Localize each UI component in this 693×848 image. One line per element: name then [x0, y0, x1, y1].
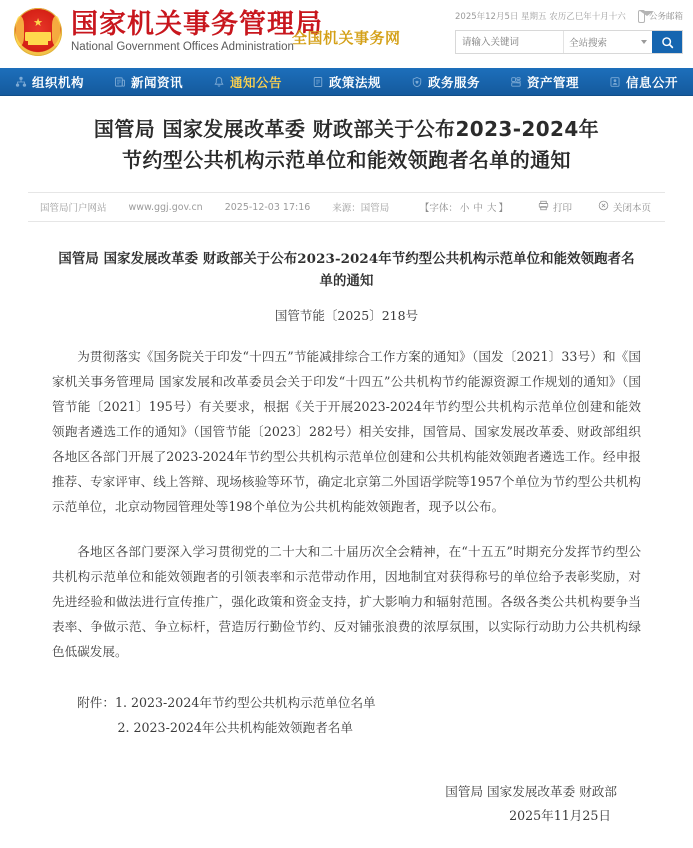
attachments-section: [52, 690, 641, 740]
document-body: [28, 222, 665, 848]
search-icon: [661, 36, 674, 49]
print-label: 打印: [552, 203, 572, 214]
document-title: 国管局 国家发展改革委 财政部关于公布2023-2024年节约型公共机构示范单位和能效领跑者名单的通知: [58, 251, 635, 289]
nav-item-organization[interactable]: [0, 68, 99, 96]
news-icon: [114, 76, 126, 88]
close-circle-icon: [598, 200, 609, 214]
search-bar: [455, 30, 683, 54]
document-signature: [52, 780, 641, 828]
nav-label: 信息公开: [625, 75, 678, 90]
attachment-item[interactable]: 2. 2023-2024年公共机构能效领跑者名单: [117, 720, 353, 735]
nav-item-policies[interactable]: [297, 68, 396, 96]
document-paragraph: 为贯彻落实《国务院关于印发“十四五”节能减排综合工作方案的通知》（国发〔2021〕33号）和《国家机关事务管理局 国家发展和改革委员会关于印发“十四五”公共机构节约能源资源工作规划的通知》（国管节能〔2021〕195号）有关要求，根据《关于开展2023-2024年节约型公共机构示范单位创建和能效领跑者遴选工作的通知》（国管节能〔2023〕282号）相关安排，国管局、国家发展改革委、财政部组织各地区各部门开展了2023-2024年节约型公共机构示范单位创建和公共机构能效领跑者遴选工作。经申报推荐、专家评审、线上答辩、现场核验等环节，确定北京第二外国语学院等1957个单位为节约型公共机构示范单位，北京动物园管理处等198个单位为公共机构能效领跑者，现予以公布。: [52, 349, 641, 514]
close-page-button[interactable]: [598, 200, 651, 214]
search-input[interactable]: [456, 31, 563, 53]
mail-icon: [638, 10, 645, 23]
nav-label: 政务服务: [427, 75, 480, 90]
shield-heart-icon: [411, 76, 423, 88]
nav-label: 组织机构: [31, 75, 84, 90]
article-meta-left: [28, 200, 411, 214]
page-title-line1: 国管局 国家发展改革委 财政部关于公布2023-2024年: [93, 117, 600, 141]
current-date-text: 2025年12月5日 星期五 农历乙巳年十月十六: [455, 12, 626, 22]
attachments-label: 附件：: [77, 695, 115, 710]
page-title: [55, 114, 638, 176]
document-number: 国管节能〔2025〕218号: [274, 308, 419, 323]
attachment-item[interactable]: 1. 2023-2024年节约型公共机构示范单位名单: [114, 695, 376, 710]
nav-label: 新闻资讯: [130, 75, 183, 90]
attachment-line-2: [77, 715, 641, 740]
font-size-small[interactable]: 小: [459, 203, 470, 214]
print-button[interactable]: [538, 200, 572, 214]
meta-site-url[interactable]: www.ggj.gov.cn: [128, 201, 203, 213]
document-icon: [312, 76, 324, 88]
font-size-label-end: 】: [498, 203, 508, 214]
article-header: [0, 96, 693, 176]
nav-label: 通知公告: [229, 75, 282, 90]
nav-item-news[interactable]: [99, 68, 198, 96]
open-book-icon: [609, 76, 621, 88]
signature-date: 2025年11月25日: [509, 808, 611, 823]
site-header: [0, 0, 693, 68]
search-button[interactable]: [652, 31, 682, 53]
attachment-line-1: [77, 690, 641, 715]
font-size-selector: [420, 200, 508, 214]
meta-site-name: 国管局门户网站: [40, 203, 107, 214]
page-title-line2: 节约型公共机构示范单位和能效领跑者名单的通知: [122, 148, 571, 172]
signature-authorities: 国管局 国家发展改革委 财政部: [445, 784, 617, 799]
nav-item-notices[interactable]: [198, 68, 297, 96]
main-navigation: [0, 68, 693, 96]
meta-publish-datetime: 2025-12-03 17:16: [224, 201, 311, 213]
nav-item-services[interactable]: [396, 68, 495, 96]
bell-icon: [213, 76, 225, 88]
article-meta-actions: [420, 200, 665, 214]
brand-subtitle: 全国机关事务网: [292, 29, 401, 47]
brand-title-en: National Government Offices Administration: [71, 40, 294, 53]
nav-label: 资产管理: [526, 75, 579, 90]
meta-source: 来源：国管局: [332, 203, 390, 214]
font-size-medium[interactable]: 中: [473, 203, 483, 214]
font-size-large[interactable]: 大: [486, 203, 497, 214]
national-emblem-icon: ★: [14, 8, 62, 56]
close-page-label: 关闭本页: [612, 203, 651, 214]
font-size-label: 【字体：: [419, 203, 458, 214]
article-meta-bar: [28, 192, 665, 222]
search-scope-label: 全站搜索: [569, 38, 608, 49]
site-logo[interactable]: [14, 8, 323, 56]
brand-title-cn: 国家机关事务管理局: [71, 8, 323, 40]
document-paragraph: 各地区各部门要深入学习贯彻党的二十大和二十届历次全会精神，在“十五五”时期充分发挥节约型公共机构示范单位和能效领跑者的引领表率和示范带动作用，因地制宜对获得称号的单位给予表彰奖励，对先进经验和做法进行宣传推广，强化政策和资金支持，扩大影响力和辐射范围。各级各类公共机构要争当表率、争做示范、争立标杆，营造厉行勤俭节约、反对铺张浪费的浓厚氛围，以实际行动助力公共机构绿色低碳发展。: [52, 544, 641, 659]
mail-link-label[interactable]: 公务邮箱: [648, 12, 683, 22]
search-scope-select[interactable]: [563, 31, 652, 53]
nav-item-asset-management[interactable]: [495, 68, 594, 96]
nav-item-information-disclosure[interactable]: [594, 68, 693, 96]
chevron-down-icon: [641, 40, 647, 44]
grid-icon: [510, 76, 522, 88]
nav-label: 政策法规: [328, 75, 381, 90]
org-chart-icon: [15, 76, 27, 88]
printer-icon: [538, 200, 549, 214]
header-utility-area: [455, 9, 683, 54]
